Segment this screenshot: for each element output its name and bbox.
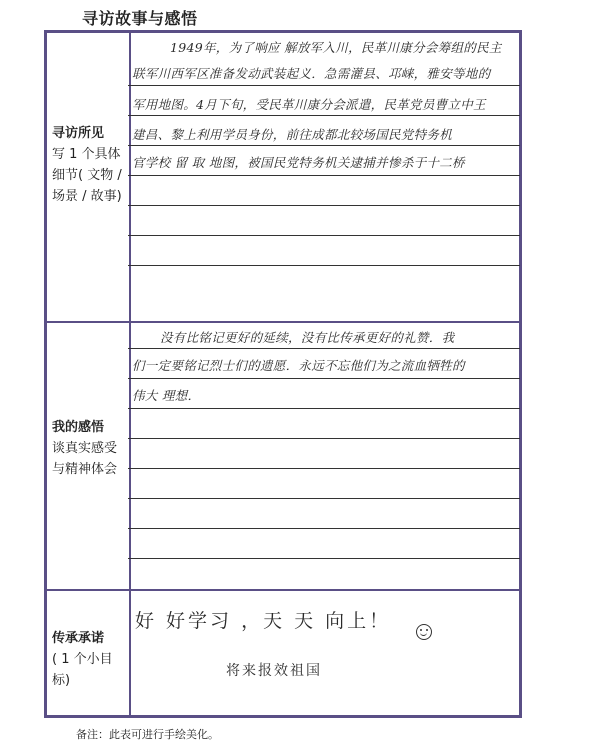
handwritten-commitment: 将来报效祖国 [226,663,322,679]
ruled-line [128,115,520,116]
section-label-reflection [52,417,124,480]
section-hint: ( 1 个小目标) [52,652,113,688]
ruled-line [128,378,520,379]
ruled-line [128,85,520,86]
handwritten-commitment: 好 好学习 ，天 天 向上！ [135,610,392,632]
section-heading: 传承承诺 [52,631,105,646]
ruled-line [128,528,520,529]
handwritten-line: 1949年，为了响应 解放军入川，民革川康分会筹组的民主 [170,40,502,55]
section-hint: 谈真实感受与精神体会 [52,441,118,477]
ruled-line [128,348,520,349]
page-title: 寻访故事与感悟 [82,9,198,28]
handwritten-line: 伟大 理想． [132,388,201,403]
ruled-line [128,235,520,236]
row-divider [47,321,519,323]
ruled-line [128,438,520,439]
section-heading: 寻访所见 [52,126,105,141]
column-divider [129,33,131,715]
ruled-line [128,408,520,409]
ruled-line [128,145,520,146]
ruled-line [128,265,520,266]
footnote: 备注：此表可进行手绘美化。 [76,728,219,741]
section-hint: 写 1 个具体细节( 文物 / 场景 / 故事) [52,147,122,204]
ruled-line [128,558,520,559]
row-divider [47,589,519,591]
section-heading: 我的感悟 [52,420,105,435]
ruled-line [128,205,520,206]
handwritten-line: 联军川西军区准备发动武装起义．急需灌县、邛崃，雅安等地的 [132,66,491,81]
handwritten-line: 没有比铭记更好的延续，没有比传承更好的礼赞．我 [160,330,455,345]
section-label-commitment [52,628,124,691]
handwritten-line: 官学校 留 取 地图，被国民党特务机关逮捕并惨杀于十二桥 [132,155,465,170]
handwritten-line: 建昌、黎上利用学员身份，前往成都北较场国民党特务机 [132,127,453,142]
handwritten-line: 们一定要铭记烈士们的遗愿．永远不忘他们为之流血牺牲的 [132,358,465,373]
section-label-visit [52,123,124,207]
ruled-line [128,175,520,176]
handwritten-line: 军用地图。4月下旬，受民革川康分会派遣，民革党员曹立中王 [132,97,486,112]
ruled-line [128,468,520,469]
smiley-icon [416,624,432,640]
ruled-line [128,498,520,499]
